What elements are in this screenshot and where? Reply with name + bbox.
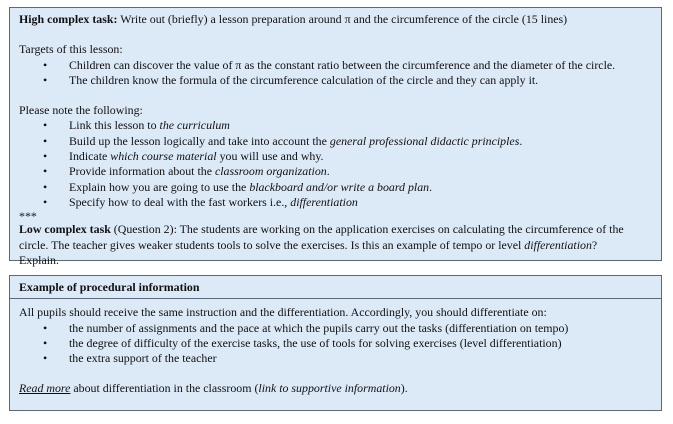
list-item: • Provide information about the classroom organization. [19,164,652,179]
list-item: • the number of assignments and the pace at which the pupils carry out the tasks (differentiation on tempo) [19,321,652,336]
note-heading: Please note the following: [19,103,143,118]
list-item: • Explain how you are going to use the blackboard and/or write a board plan. [19,180,652,195]
procedural-information-box [9,275,662,411]
targets-list [19,58,652,89]
list-item: • Build up the lesson logically and take into account the general professional didactic principles. [19,134,652,149]
low-task-line-3: Explain. [19,252,59,267]
low-task-line-1: Low complex task (Question 2): The students are working on the application exercises on calculating the circumference of the [19,222,624,237]
high-task-line: High complex task: Write out (briefly) a lesson preparation around π and the circumference of the circle (15 lines) [19,12,568,26]
procedural-list [19,321,652,367]
list-item: • the degree of difficulty of the exercise tasks, the use of tools for solving exercises (level differentiation) [19,336,652,351]
read-more-line: Read more about differentiation in the classroom (link to supportive information). [19,381,408,396]
notes-list [19,118,652,210]
list-item: • The children know the formula of the circumference calculation of the circle and they can apply it. [19,73,652,88]
separator: *** [19,209,37,224]
low-task-line-2: circle. The teacher gives weaker students tools to solve the exercises. Is this an example of tempo or level differentiation? [19,237,598,252]
list-item: • Specify how to deal with the fast workers i.e., differentiation [19,195,652,210]
procedural-heading: Example of procedural information [19,280,200,294]
list-item: • Indicate which course material you will use and why. [19,149,652,164]
read-more-link[interactable]: Read more [19,381,71,396]
list-item: • the extra support of the teacher [19,351,652,366]
list-item: • Link this lesson to the curriculum [19,118,652,133]
procedural-intro: All pupils should receive the same instruction and the differentiation. Accordingly, you should differentiate on: [19,305,547,320]
targets-heading: Targets of this lesson: [19,42,123,57]
heading-divider [10,298,661,299]
list-item: • Children can discover the value of π as the constant ratio between the circumference and the diameter of the circle. [19,58,652,73]
high-complex-task-box [9,7,662,267]
